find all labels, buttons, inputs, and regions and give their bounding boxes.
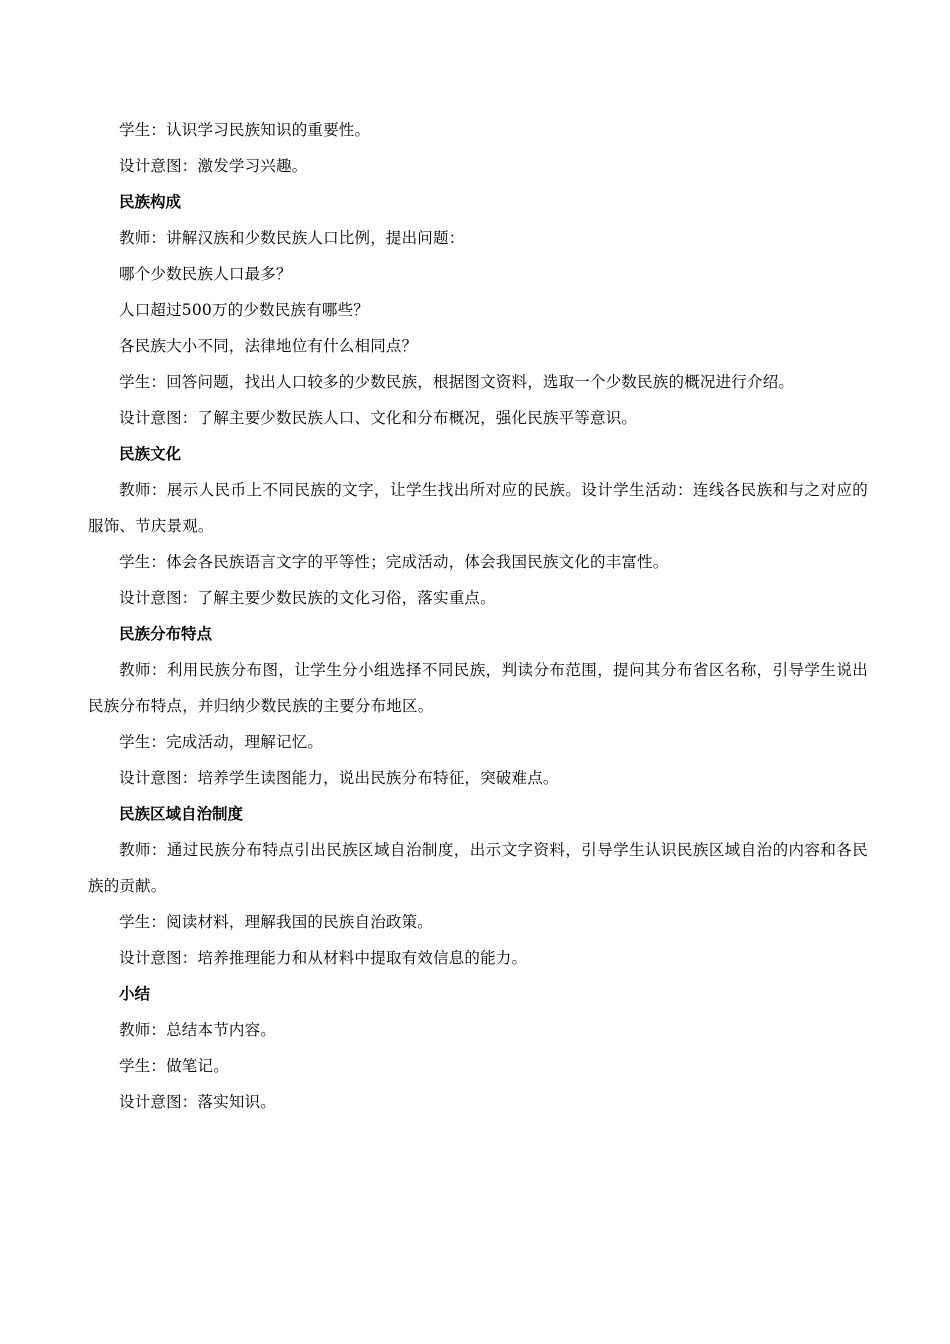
autonomy-student-line: 学生：阅读材料，理解我国的民族自治政策。 bbox=[119, 913, 434, 931]
composition-student-line: 学生：回答问题，找出人口较多的少数民族，根据图文资料，选取一个少数民族的概况进行介绍。 bbox=[119, 373, 795, 391]
autonomy-design-line: 设计意图：培养推理能力和从材料中提取有效信息的能力。 bbox=[119, 949, 528, 967]
culture-design-line: 设计意图：了解主要少数民族的文化习俗，落实重点。 bbox=[119, 589, 496, 607]
composition-question-3: 各民族大小不同，法律地位有什么相同点？ bbox=[119, 337, 418, 355]
section-heading-distribution: 民族分布特点 bbox=[119, 625, 213, 643]
composition-question-1: 哪个少数民族人口最多？ bbox=[119, 265, 292, 283]
composition-design-line: 设计意图：了解主要少数民族人口、文化和分布概况，强化民族平等意识。 bbox=[119, 409, 638, 427]
summary-design-line: 设计意图：落实知识。 bbox=[119, 1093, 277, 1111]
document-page bbox=[88, 112, 868, 1120]
summary-student-line: 学生：做笔记。 bbox=[119, 1057, 229, 1075]
culture-student-line: 学生：体会各民族语言文字的平等性；完成活动，体会我国民族文化的丰富性。 bbox=[119, 553, 669, 571]
intro-design-line: 设计意图：激发学习兴趣。 bbox=[119, 157, 308, 175]
distribution-design-line: 设计意图：培养学生读图能力，说出民族分布特征，突破难点。 bbox=[119, 769, 559, 787]
section-heading-autonomy: 民族区域自治制度 bbox=[119, 805, 244, 823]
culture-teacher-line: 教师：展示人民币上不同民族的文字，让学生找出所对应的民族。设计学生活动：连线各民族和与之对应的服饰、节庆景观。 bbox=[88, 481, 868, 535]
autonomy-teacher-line: 教师：通过民族分布特点引出民族区域自治制度，出示文字资料，引导学生认识民族区域自治的内容和各民族的贡献。 bbox=[88, 841, 868, 895]
section-heading-composition: 民族构成 bbox=[119, 193, 182, 211]
distribution-teacher-line: 教师：利用民族分布图，让学生分小组选择不同民族，判读分布范围，提问其分布省区名称，引导学生说出民族分布特点，并归纳少数民族的主要分布地区。 bbox=[88, 661, 868, 715]
summary-teacher-line: 教师：总结本节内容。 bbox=[119, 1021, 277, 1039]
composition-question-2: 人口超过500万的少数民族有哪些？ bbox=[119, 301, 369, 319]
composition-teacher-line: 教师：讲解汉族和少数民族人口比例，提出问题： bbox=[119, 229, 465, 247]
section-heading-summary: 小结 bbox=[119, 985, 151, 1003]
intro-student-line: 学生：认识学习民族知识的重要性。 bbox=[119, 121, 371, 139]
section-heading-culture: 民族文化 bbox=[119, 445, 182, 463]
distribution-student-line: 学生：完成活动，理解记忆。 bbox=[119, 733, 324, 751]
